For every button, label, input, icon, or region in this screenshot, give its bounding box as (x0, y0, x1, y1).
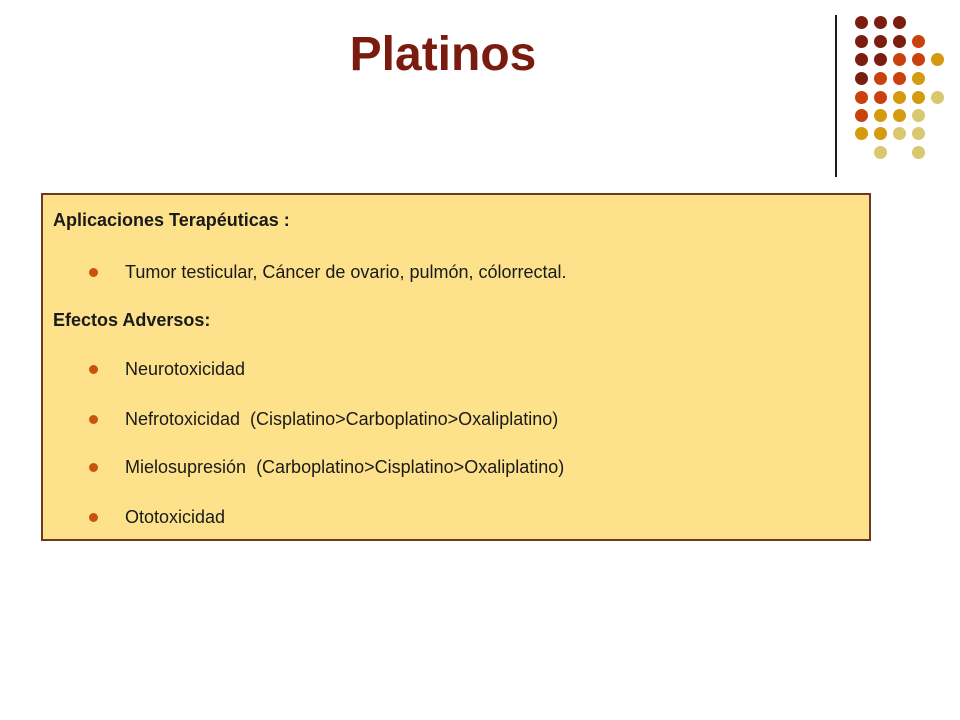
decorative-dot (912, 91, 925, 104)
list-item (89, 357, 245, 381)
section-heading-aplicaciones: Aplicaciones Terapéuticas : (53, 210, 290, 230)
decorative-dot (855, 53, 868, 66)
title-divider-line (835, 15, 837, 177)
bullet-dot-icon (89, 463, 98, 472)
bullet-dot-icon (89, 365, 98, 374)
decorative-dot (855, 127, 868, 140)
bullet-dot-icon (89, 415, 98, 424)
decorative-dot (931, 91, 944, 104)
decorative-dot (931, 53, 944, 66)
list-item-text: Ototoxicidad (125, 506, 226, 527)
decorative-dot (855, 91, 868, 104)
decorative-dot (912, 72, 925, 85)
decorative-dot (912, 146, 925, 159)
decorative-dot (893, 53, 906, 66)
decorative-dot (874, 127, 887, 140)
list-item-text: Neurotoxicidad (125, 358, 246, 379)
decorative-dot (893, 127, 906, 140)
list-item-text: Nefrotoxicidad (Cisplatino>Carboplatino>Oxaliplatino) (125, 408, 559, 429)
bullet-dot-icon (89, 268, 98, 277)
decorative-dot (855, 72, 868, 85)
decorative-dot (874, 109, 887, 122)
content-box (41, 193, 871, 541)
list-item-text: Tumor testicular, Cáncer de ovario, pulmón, cólorrectal. (125, 261, 567, 282)
decorative-dot (893, 91, 906, 104)
decorative-dot (912, 35, 925, 48)
decorative-dot (912, 109, 925, 122)
list-item-text: Mielosupresión (Carboplatino>Cisplatino>Oxaliplatino) (125, 456, 565, 477)
decorative-dot (855, 35, 868, 48)
decorative-dot (855, 109, 868, 122)
decorative-dot (912, 53, 925, 66)
decorative-dot (874, 35, 887, 48)
decorative-dot (874, 72, 887, 85)
decorative-dot (855, 16, 868, 29)
bullet-dot-icon (89, 513, 98, 522)
decorative-dot (874, 91, 887, 104)
decorative-dot (874, 16, 887, 29)
decorative-dot (874, 146, 887, 159)
list-item (89, 505, 225, 529)
section-heading-efectos-adversos: Efectos Adversos: (53, 310, 211, 330)
list-item (89, 407, 558, 431)
slide-title: Platinos (349, 28, 537, 81)
list-item (89, 260, 567, 284)
decorative-dot (893, 16, 906, 29)
decorative-dot (874, 53, 887, 66)
decorative-dot (893, 72, 906, 85)
decorative-dot (893, 35, 906, 48)
decorative-dot (893, 109, 906, 122)
decorative-dot (912, 127, 925, 140)
list-item (89, 455, 564, 479)
